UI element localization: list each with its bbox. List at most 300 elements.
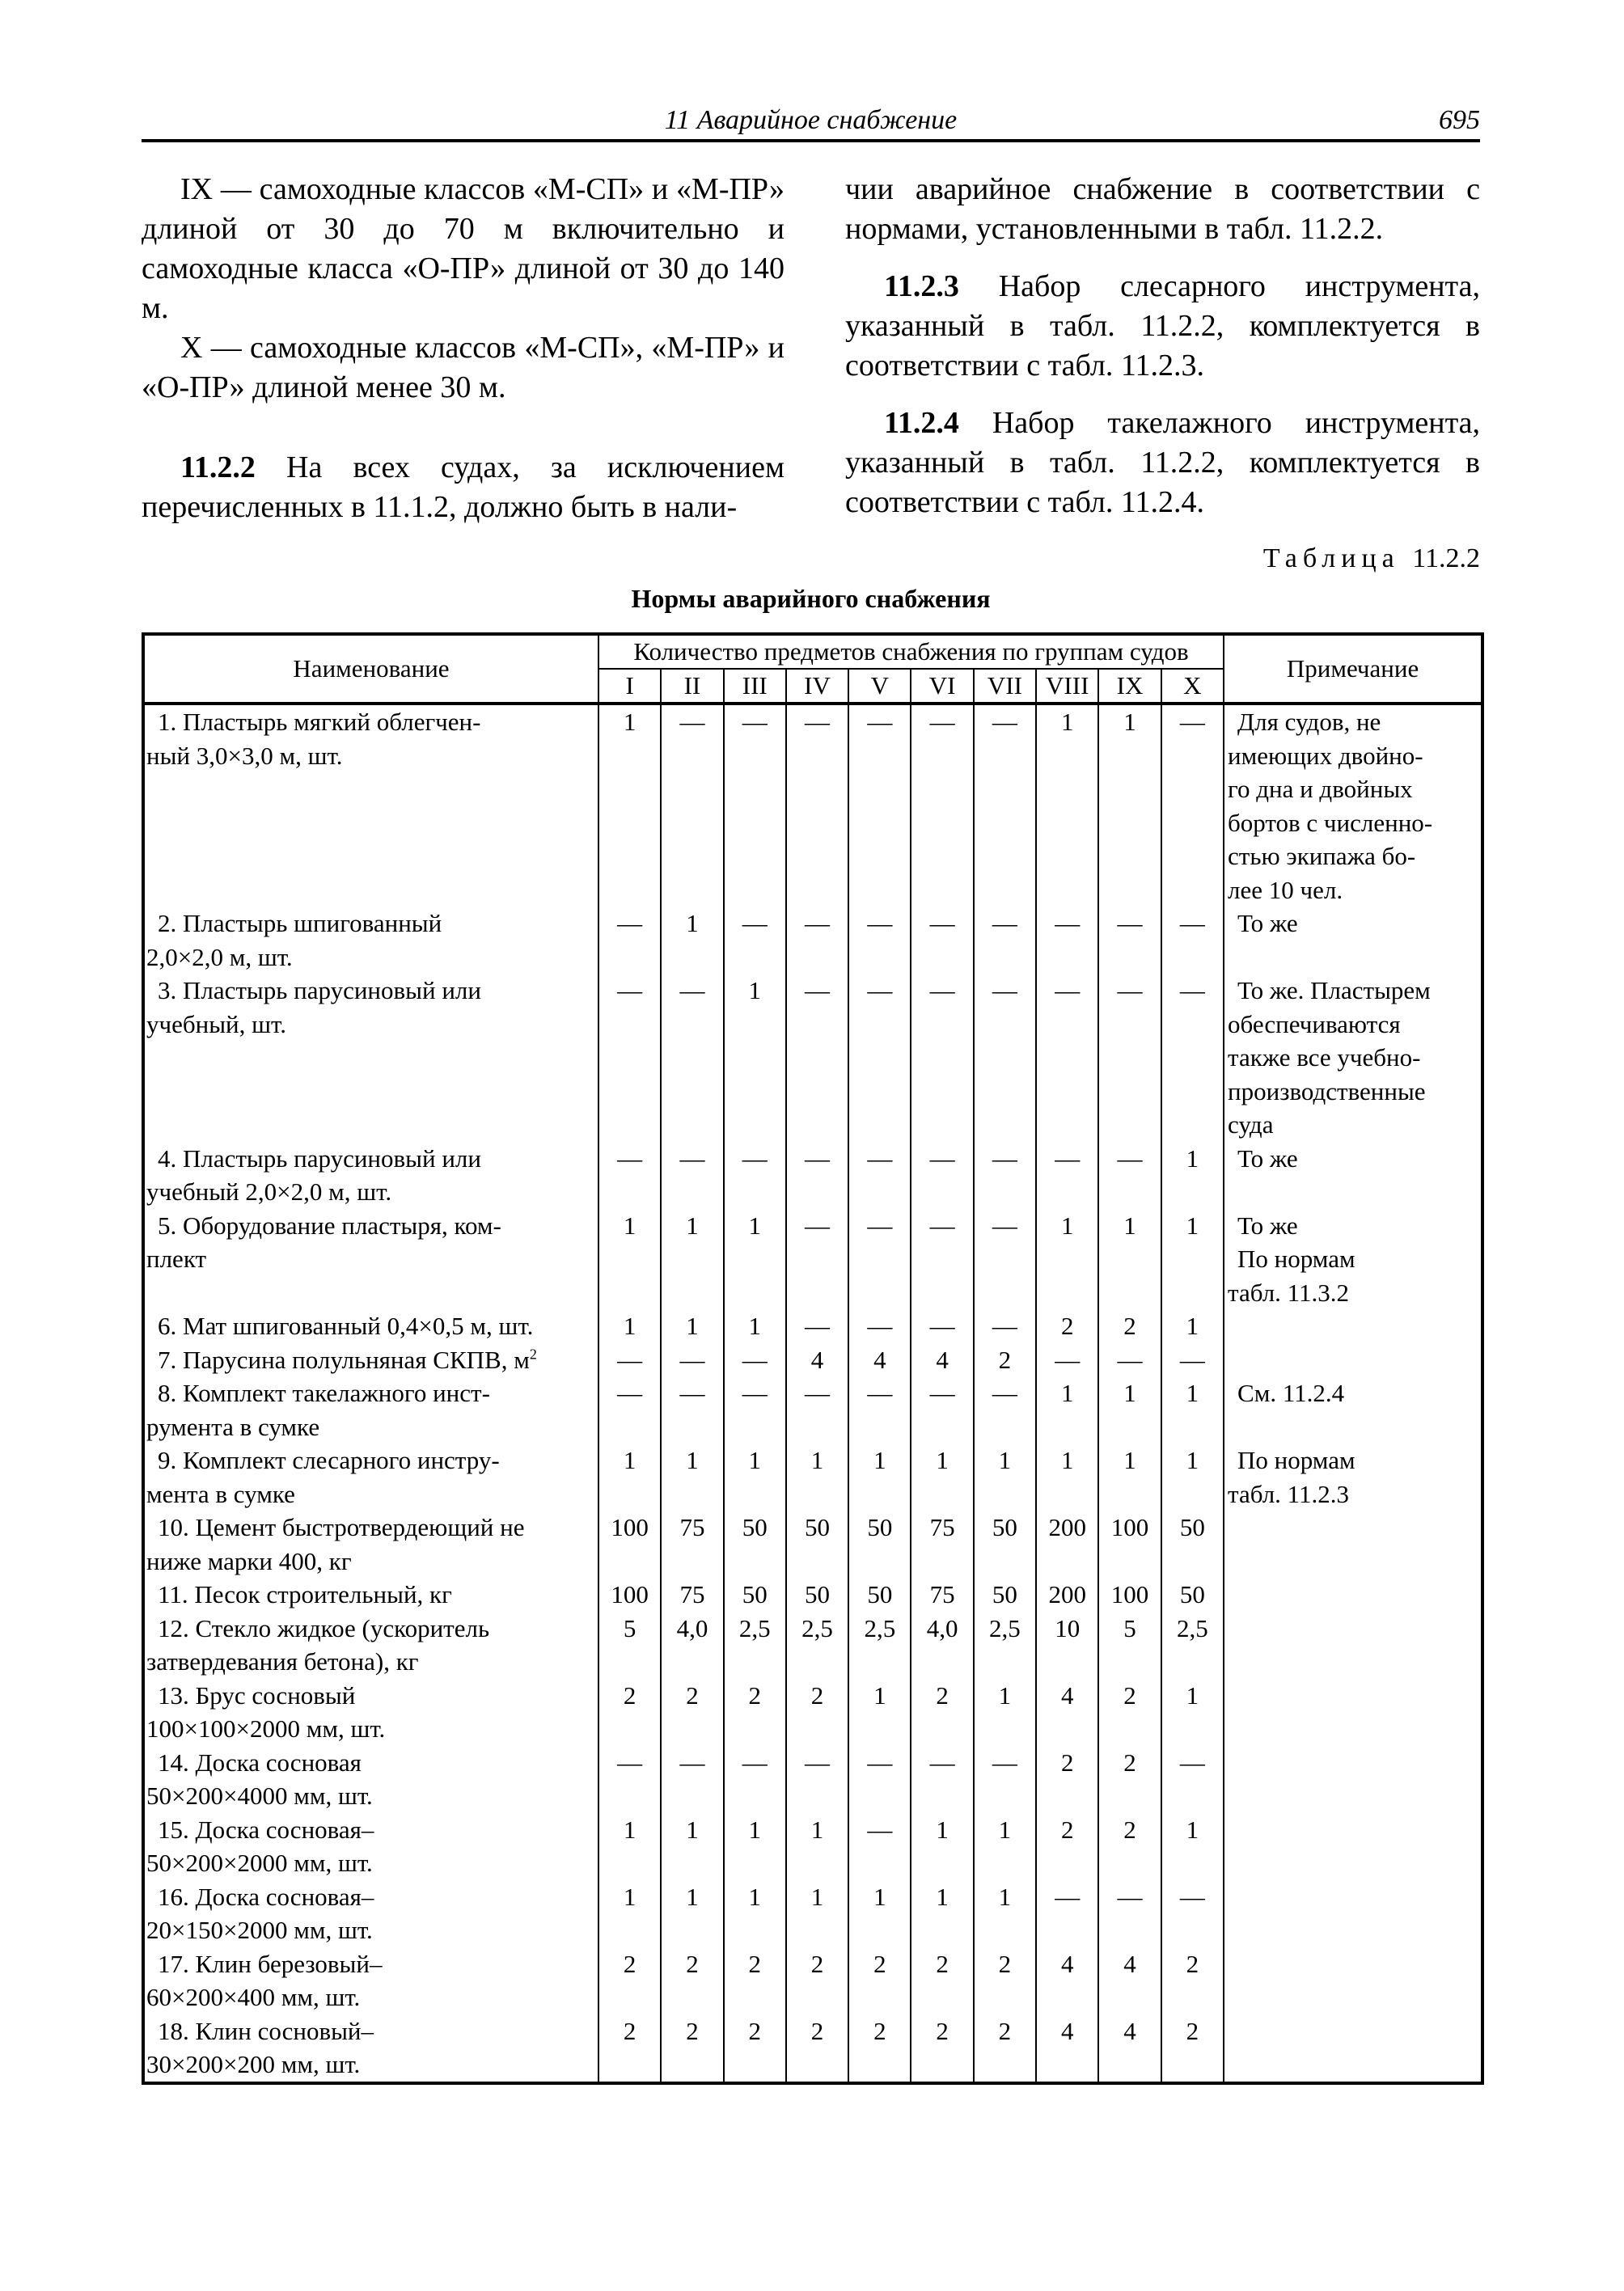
quantity-cell-i: 2 bbox=[598, 1947, 661, 2014]
quantity-cell-x: 2,5 bbox=[1161, 1612, 1224, 1679]
quantity-cell-i: 100 bbox=[598, 1511, 661, 1578]
quantity-cell-v: — bbox=[848, 1309, 911, 1343]
quantity-cell-ii: 2 bbox=[661, 2014, 723, 2083]
quantity-cell-ii: — bbox=[661, 1142, 723, 1209]
item-note-line: См. 11.2.4 bbox=[1237, 1379, 1345, 1407]
quantity-cell-vi: — bbox=[911, 1142, 973, 1209]
table-label-number: 11.2.2 bbox=[1412, 543, 1480, 573]
quantity-cell-vi: 2 bbox=[911, 1947, 973, 2014]
quantity-cell-iii: 1 bbox=[724, 1209, 786, 1310]
item-note-line: табл. 11.3.2 bbox=[1228, 1278, 1350, 1307]
quantity-cell-v: — bbox=[848, 907, 911, 974]
item-note-line: По нормам bbox=[1237, 1446, 1355, 1474]
table-row bbox=[143, 1309, 1482, 1343]
table-row bbox=[143, 974, 1482, 1142]
quantity-cell-ix: — bbox=[1098, 1142, 1161, 1209]
quantity-cell-i: — bbox=[598, 1376, 661, 1443]
quantity-cell-vi: — bbox=[911, 1376, 973, 1443]
unit-superscript: 2 bbox=[529, 1346, 537, 1363]
item-note bbox=[1224, 1746, 1482, 1813]
item-note bbox=[1224, 1142, 1482, 1209]
quantity-cell-ix: 5 bbox=[1098, 1612, 1161, 1679]
item-name bbox=[143, 1142, 598, 1209]
quantity-cell-ix: 1 bbox=[1098, 1443, 1161, 1511]
quantity-cell-ix: 2 bbox=[1098, 1679, 1161, 1746]
item-name bbox=[143, 1679, 598, 1746]
item-name-line: румента в сумке bbox=[146, 1412, 320, 1441]
item-name-line: 9. Комплект слесарного инстру- bbox=[158, 1446, 500, 1474]
item-name-line: 16. Доска сосновая– bbox=[158, 1882, 374, 1911]
item-name-line: 10. Цемент быстротвердеющий не bbox=[158, 1513, 525, 1541]
header-group-v: V bbox=[848, 669, 911, 704]
quantity-cell-iv: — bbox=[786, 974, 848, 1142]
item-note-line: суда bbox=[1228, 1110, 1274, 1139]
quantity-cell-i: 1 bbox=[598, 1309, 661, 1343]
quantity-cell-ix: — bbox=[1098, 907, 1161, 974]
table-row bbox=[143, 1813, 1482, 1880]
item-note bbox=[1224, 1343, 1482, 1377]
quantity-cell-ii: 1 bbox=[661, 907, 723, 974]
item-note bbox=[1224, 1376, 1482, 1443]
table-row bbox=[143, 1880, 1482, 1947]
header-group-iii: III bbox=[724, 669, 786, 704]
quantity-cell-vi: 75 bbox=[911, 1511, 973, 1578]
item-name-line: 3. Пластырь парусиновый или bbox=[158, 976, 481, 1004]
quantity-cell-ii: 4,0 bbox=[661, 1612, 723, 1679]
item-name-line: 50×200×2000 мм, шт. bbox=[146, 1849, 373, 1877]
item-name-line: 1. Пластырь мягкий облегчен- bbox=[158, 708, 481, 736]
table-row bbox=[143, 1376, 1482, 1443]
quantity-cell-ii: — bbox=[661, 704, 723, 907]
item-note bbox=[1224, 1511, 1482, 1578]
item-name-line: 2,0×2,0 м, шт. bbox=[146, 942, 293, 971]
section-number: 11.2.3 bbox=[884, 269, 959, 303]
item-note-line: обеспечиваются bbox=[1228, 1009, 1401, 1038]
quantity-cell-iii: 2 bbox=[724, 1947, 786, 2014]
header-group-vi: VI bbox=[911, 669, 973, 704]
item-name-line: 15. Доска сосновая– bbox=[158, 1815, 374, 1844]
quantity-cell-x: — bbox=[1161, 907, 1224, 974]
table-row bbox=[143, 1209, 1482, 1310]
quantity-cell-ii: 1 bbox=[661, 1813, 723, 1880]
quantity-cell-vii: 50 bbox=[974, 1511, 1036, 1578]
quantity-cell-ix: 100 bbox=[1098, 1578, 1161, 1612]
item-note-line: То же bbox=[1237, 1211, 1298, 1240]
quantity-cell-x: 2 bbox=[1161, 1947, 1224, 2014]
quantity-cell-ii: 2 bbox=[661, 1679, 723, 1746]
item-name-line: 12. Стекло жидкое (ускоритель bbox=[158, 1613, 490, 1642]
quantity-cell-i: 1 bbox=[598, 1443, 661, 1511]
quantity-cell-v: — bbox=[848, 1376, 911, 1443]
quantity-cell-vii: 1 bbox=[974, 1813, 1036, 1880]
quantity-cell-iv: 1 bbox=[786, 1880, 848, 1947]
quantity-cell-vii: — bbox=[974, 1209, 1036, 1310]
item-name bbox=[143, 1511, 598, 1578]
quantity-cell-vi: 4,0 bbox=[911, 1612, 973, 1679]
item-note bbox=[1224, 704, 1482, 907]
page-number: 695 bbox=[1439, 105, 1480, 135]
table-row bbox=[143, 1578, 1482, 1612]
quantity-cell-vi: 75 bbox=[911, 1578, 973, 1612]
section-number: 11.2.4 bbox=[884, 406, 959, 440]
quantity-cell-x: 1 bbox=[1161, 1376, 1224, 1443]
quantity-cell-i: 1 bbox=[598, 1880, 661, 1947]
quantity-cell-vi: — bbox=[911, 907, 973, 974]
header-group-iv: IV bbox=[786, 669, 848, 704]
quantity-cell-i: 2 bbox=[598, 2014, 661, 2083]
item-name bbox=[143, 1947, 598, 2014]
quantity-cell-iv: 2,5 bbox=[786, 1612, 848, 1679]
item-note-line: табл. 11.2.3 bbox=[1228, 1479, 1350, 1508]
item-name-line: 6. Мат шпигованный 0,4×0,5 м, шт. bbox=[158, 1312, 534, 1340]
quantity-cell-v: — bbox=[848, 974, 911, 1142]
quantity-cell-viii: 200 bbox=[1036, 1511, 1098, 1578]
quantity-cell-iv: 4 bbox=[786, 1343, 848, 1377]
quantity-cell-vii: — bbox=[974, 1746, 1036, 1813]
quantity-cell-iv: — bbox=[786, 1746, 848, 1813]
quantity-cell-iv: 2 bbox=[786, 2014, 848, 2083]
quantity-cell-vii: 2 bbox=[974, 2014, 1036, 2083]
quantity-cell-i: 100 bbox=[598, 1578, 661, 1612]
quantity-cell-ix: 2 bbox=[1098, 1813, 1161, 1880]
item-note-line: бортов с численно- bbox=[1228, 808, 1433, 837]
quantity-cell-v: 2,5 bbox=[848, 1612, 911, 1679]
header-quantity-group: Количество предметов снабжения по группам судов bbox=[598, 634, 1224, 669]
table-label bbox=[1263, 543, 1480, 574]
quantity-cell-iii: 2,5 bbox=[724, 1612, 786, 1679]
quantity-cell-i: — bbox=[598, 974, 661, 1142]
item-name-line: затвердевания бетона), кг bbox=[146, 1647, 419, 1676]
quantity-cell-iv: 1 bbox=[786, 1443, 848, 1511]
table-row bbox=[143, 1612, 1482, 1679]
header-name: Наименование bbox=[143, 634, 598, 704]
quantity-cell-x: 1 bbox=[1161, 1309, 1224, 1343]
quantity-cell-vii: 1 bbox=[974, 1880, 1036, 1947]
item-name-line: 2. Пластырь шпигованный bbox=[158, 909, 442, 937]
quantity-cell-iv: 50 bbox=[786, 1578, 848, 1612]
item-name-line: 11. Песок строительный, кг bbox=[158, 1580, 452, 1608]
header-group-i: I bbox=[598, 669, 661, 704]
quantity-cell-ix: 2 bbox=[1098, 1309, 1161, 1343]
quantity-cell-iii: — bbox=[724, 1343, 786, 1377]
item-name bbox=[143, 1376, 598, 1443]
item-name bbox=[143, 974, 598, 1142]
item-name bbox=[143, 1813, 598, 1880]
quantity-cell-iii: 1 bbox=[724, 1813, 786, 1880]
quantity-cell-ix: 1 bbox=[1098, 1376, 1161, 1443]
table-row bbox=[143, 1679, 1482, 1746]
quantity-cell-viii: — bbox=[1036, 1880, 1098, 1947]
item-note bbox=[1224, 1612, 1482, 1679]
chapter-title: 11 Аварийное снабжение bbox=[664, 105, 958, 135]
table-row bbox=[143, 2014, 1482, 2083]
quantity-cell-x: 2 bbox=[1161, 2014, 1224, 2083]
quantity-cell-v: — bbox=[848, 1746, 911, 1813]
quantity-cell-iii: 1 bbox=[724, 1443, 786, 1511]
quantity-cell-v: 1 bbox=[848, 1443, 911, 1511]
quantity-cell-iv: — bbox=[786, 1376, 848, 1443]
table-row bbox=[143, 907, 1482, 974]
left-text-column bbox=[142, 170, 785, 527]
quantity-cell-x: — bbox=[1161, 1880, 1224, 1947]
item-name-line: 5. Оборудование пластыря, ком- bbox=[158, 1211, 501, 1240]
quantity-cell-vi: 2 bbox=[911, 2014, 973, 2083]
header-group-viii: VIII bbox=[1036, 669, 1098, 704]
paragraph-text: На всех судах, за исключением перечисленных в 11.1.2, должно быть в нали- bbox=[142, 450, 785, 524]
quantity-cell-iv: — bbox=[786, 1209, 848, 1310]
quantity-cell-ii: — bbox=[661, 1376, 723, 1443]
item-name-line: учебный 2,0×2,0 м, шт. bbox=[146, 1177, 392, 1206]
item-name-line: плект bbox=[146, 1245, 207, 1273]
quantity-cell-x: 1 bbox=[1161, 1142, 1224, 1209]
quantity-cell-vi: 4 bbox=[911, 1343, 973, 1377]
item-note bbox=[1224, 974, 1482, 1142]
quantity-cell-viii: 4 bbox=[1036, 2014, 1098, 2083]
quantity-cell-iii: 50 bbox=[724, 1578, 786, 1612]
quantity-cell-ii: 2 bbox=[661, 1947, 723, 2014]
quantity-cell-v: 1 bbox=[848, 1880, 911, 1947]
table-row bbox=[143, 1142, 1482, 1209]
quantity-cell-vii: 2 bbox=[974, 1343, 1036, 1377]
quantity-cell-vii: 2,5 bbox=[974, 1612, 1036, 1679]
quantity-cell-iv: — bbox=[786, 704, 848, 907]
table-row bbox=[143, 704, 1482, 907]
quantity-cell-vii: 1 bbox=[974, 1443, 1036, 1511]
item-note bbox=[1224, 1443, 1482, 1511]
item-note bbox=[1224, 1813, 1482, 1880]
quantity-cell-vi: — bbox=[911, 974, 973, 1142]
item-note-line: стью экипажа бо- bbox=[1228, 842, 1416, 870]
item-note bbox=[1224, 1578, 1482, 1612]
item-name bbox=[143, 2014, 598, 2083]
item-name bbox=[143, 1578, 598, 1612]
table-row bbox=[143, 1443, 1482, 1511]
quantity-cell-ix: 4 bbox=[1098, 1947, 1161, 2014]
item-name-line: 13. Брус сосновый bbox=[158, 1680, 356, 1710]
quantity-cell-ix: 1 bbox=[1098, 1209, 1161, 1310]
item-name-line: 7. Парусина полульняная СКПВ, м bbox=[158, 1345, 530, 1374]
quantity-cell-x: — bbox=[1161, 704, 1224, 907]
quantity-cell-ii: — bbox=[661, 1343, 723, 1377]
quantity-cell-ix: 4 bbox=[1098, 2014, 1161, 2083]
quantity-cell-i: — bbox=[598, 907, 661, 974]
quantity-cell-ii: 1 bbox=[661, 1209, 723, 1310]
quantity-cell-x: 1 bbox=[1161, 1813, 1224, 1880]
quantity-cell-x: 50 bbox=[1161, 1511, 1224, 1578]
item-name bbox=[143, 1209, 598, 1310]
quantity-cell-x: — bbox=[1161, 974, 1224, 1142]
quantity-cell-viii: — bbox=[1036, 1343, 1098, 1377]
quantity-cell-viii: 1 bbox=[1036, 1443, 1098, 1511]
item-note-line: также все учебно- bbox=[1228, 1043, 1421, 1072]
quantity-cell-ix: — bbox=[1098, 1343, 1161, 1377]
quantity-cell-vii: — bbox=[974, 1309, 1036, 1343]
quantity-cell-iii: 50 bbox=[724, 1511, 786, 1578]
paragraph-11-2-3 bbox=[845, 267, 1480, 386]
quantity-cell-vi: 1 bbox=[911, 1443, 973, 1511]
quantity-cell-v: 2 bbox=[848, 2014, 911, 2083]
quantity-cell-viii: — bbox=[1036, 974, 1098, 1142]
quantity-cell-iv: — bbox=[786, 1142, 848, 1209]
item-name-line: 100×100×2000 мм, шт. bbox=[146, 1714, 386, 1743]
quantity-cell-iii: — bbox=[724, 1376, 786, 1443]
quantity-cell-vii: — bbox=[974, 974, 1036, 1142]
quantity-cell-viii: 2 bbox=[1036, 1746, 1098, 1813]
item-note-line: имеющих двойно- bbox=[1228, 741, 1423, 770]
item-name-line: 30×200×200 мм, шт. bbox=[146, 2050, 361, 2078]
quantity-cell-vii: — bbox=[974, 704, 1036, 907]
item-name bbox=[143, 1309, 598, 1343]
item-note-line: Для судов, не bbox=[1237, 708, 1381, 736]
item-name-line: мента в сумке bbox=[146, 1479, 295, 1508]
paragraph-group-x: X — самоходные классов «М-СП», «М-ПР» и «О-ПР» длиной менее 30 м. bbox=[142, 331, 785, 404]
item-name-line: учебный, шт. bbox=[146, 1009, 286, 1038]
quantity-cell-viii: 200 bbox=[1036, 1578, 1098, 1612]
quantity-cell-iii: 1 bbox=[724, 974, 786, 1142]
quantity-cell-viii: 4 bbox=[1036, 1947, 1098, 2014]
item-name-line: 4. Пластырь парусиновый или bbox=[158, 1143, 481, 1173]
quantity-cell-iv: — bbox=[786, 907, 848, 974]
right-text-column bbox=[845, 170, 1480, 522]
header-group-x: X bbox=[1161, 669, 1224, 704]
quantity-cell-viii: 10 bbox=[1036, 1612, 1098, 1679]
item-name bbox=[143, 704, 598, 907]
item-name-line: 8. Комплект такелажного инст- bbox=[158, 1379, 490, 1407]
paragraph-11-2-2 bbox=[142, 448, 785, 527]
quantity-cell-x: 1 bbox=[1161, 1679, 1224, 1746]
quantity-cell-x: 50 bbox=[1161, 1578, 1224, 1612]
quantity-cell-x: 1 bbox=[1161, 1209, 1224, 1310]
item-name bbox=[143, 1746, 598, 1813]
quantity-cell-vi: 2 bbox=[911, 1679, 973, 1746]
paragraph-continuation: чии аварийное снабжение в соответствии с нормами, установленными в табл. 11.2.2. bbox=[845, 172, 1480, 246]
quantity-cell-viii: 2 bbox=[1036, 1813, 1098, 1880]
quantity-cell-ix: — bbox=[1098, 974, 1161, 1142]
item-name-line: 17. Клин березовый– bbox=[158, 1949, 383, 1978]
quantity-cell-iii: 2 bbox=[724, 1679, 786, 1746]
quantity-cell-ii: 1 bbox=[661, 1309, 723, 1343]
quantity-cell-i: — bbox=[598, 1142, 661, 1209]
quantity-cell-v: 50 bbox=[848, 1578, 911, 1612]
item-note bbox=[1224, 1880, 1482, 1947]
quantity-cell-viii: 2 bbox=[1036, 1309, 1098, 1343]
item-name bbox=[143, 907, 598, 974]
paragraph-text: Набор слесарного инструмента, указанный в табл. 11.2.2, комплектуется в соответствии с табл. 11.2.3. bbox=[845, 269, 1480, 383]
quantity-cell-v: — bbox=[848, 1209, 911, 1310]
quantity-cell-i: — bbox=[598, 1343, 661, 1377]
item-name bbox=[143, 1612, 598, 1679]
norms-table bbox=[142, 632, 1484, 2085]
quantity-cell-vii: — bbox=[974, 907, 1036, 974]
quantity-cell-vi: 1 bbox=[911, 1880, 973, 1947]
quantity-cell-vii: 1 bbox=[974, 1679, 1036, 1746]
item-note bbox=[1224, 1209, 1482, 1310]
header-group-vii: VII bbox=[974, 669, 1036, 704]
header-group-ix: IX bbox=[1098, 669, 1161, 704]
table-row bbox=[143, 1947, 1482, 2014]
table-title: Нормы аварийного снабжения bbox=[631, 584, 991, 613]
quantity-cell-vi: 1 bbox=[911, 1813, 973, 1880]
quantity-cell-x: — bbox=[1161, 1746, 1224, 1813]
quantity-cell-vi: — bbox=[911, 1746, 973, 1813]
item-name-line: 50×200×4000 мм, шт. bbox=[146, 1782, 373, 1810]
quantity-cell-ix: 1 bbox=[1098, 704, 1161, 907]
quantity-cell-iv: 1 bbox=[786, 1813, 848, 1880]
item-name-line: ный 3,0×3,0 м, шт. bbox=[146, 741, 343, 770]
quantity-cell-v: — bbox=[848, 1813, 911, 1880]
section-number: 11.2.2 bbox=[180, 450, 256, 484]
quantity-cell-vi: — bbox=[911, 1309, 973, 1343]
item-name bbox=[143, 1443, 598, 1511]
quantity-cell-iii: — bbox=[724, 704, 786, 907]
quantity-cell-x: 1 bbox=[1161, 1443, 1224, 1511]
header-note: Примечание bbox=[1224, 634, 1482, 704]
quantity-cell-i: 1 bbox=[598, 704, 661, 907]
item-note bbox=[1224, 1679, 1482, 1746]
quantity-cell-viii: — bbox=[1036, 1142, 1098, 1209]
quantity-cell-ii: 75 bbox=[661, 1511, 723, 1578]
quantity-cell-x: — bbox=[1161, 1343, 1224, 1377]
item-note bbox=[1224, 2014, 1482, 2083]
item-name-line: 18. Клин сосновый– bbox=[158, 2016, 374, 2045]
item-note-line: То же. Пластырем bbox=[1237, 976, 1431, 1004]
item-note-line: То же bbox=[1237, 909, 1298, 937]
quantity-cell-v: 1 bbox=[848, 1679, 911, 1746]
quantity-cell-vii: — bbox=[974, 1376, 1036, 1443]
quantity-cell-iii: 2 bbox=[724, 2014, 786, 2083]
quantity-cell-vii: 50 bbox=[974, 1578, 1036, 1612]
paragraph-11-2-4 bbox=[845, 404, 1480, 522]
quantity-cell-v: — bbox=[848, 704, 911, 907]
quantity-cell-v: 50 bbox=[848, 1511, 911, 1578]
quantity-cell-v: 4 bbox=[848, 1343, 911, 1377]
quantity-cell-v: — bbox=[848, 1142, 911, 1209]
item-name-line: 20×150×2000 мм, шт. bbox=[146, 1916, 373, 1944]
quantity-cell-viii: 4 bbox=[1036, 1679, 1098, 1746]
quantity-cell-v: 2 bbox=[848, 1947, 911, 2014]
quantity-cell-i: 5 bbox=[598, 1612, 661, 1679]
quantity-cell-ix: 2 bbox=[1098, 1746, 1161, 1813]
item-note bbox=[1224, 907, 1482, 974]
quantity-cell-ii: 1 bbox=[661, 1880, 723, 1947]
item-name bbox=[143, 1343, 598, 1377]
quantity-cell-vii: 2 bbox=[974, 1947, 1036, 2014]
quantity-cell-ii: — bbox=[661, 1746, 723, 1813]
quantity-cell-ii: 75 bbox=[661, 1578, 723, 1612]
quantity-cell-iv: 50 bbox=[786, 1511, 848, 1578]
item-note-line: лее 10 чел. bbox=[1228, 875, 1343, 904]
quantity-cell-iii: — bbox=[724, 1142, 786, 1209]
quantity-cell-viii: 1 bbox=[1036, 704, 1098, 907]
table-row bbox=[143, 1343, 1482, 1377]
quantity-cell-viii: — bbox=[1036, 907, 1098, 974]
quantity-cell-vi: — bbox=[911, 704, 973, 907]
table-row bbox=[143, 1511, 1482, 1578]
item-note bbox=[1224, 1309, 1482, 1343]
quantity-cell-i: 1 bbox=[598, 1209, 661, 1310]
quantity-cell-viii: 1 bbox=[1036, 1209, 1098, 1310]
quantity-cell-ix: 100 bbox=[1098, 1511, 1161, 1578]
quantity-cell-iii: 1 bbox=[724, 1309, 786, 1343]
quantity-cell-iii: 1 bbox=[724, 1880, 786, 1947]
item-name-line: ниже марки 400, кг bbox=[146, 1546, 352, 1575]
quantity-cell-i: 1 bbox=[598, 1813, 661, 1880]
item-name-line: 14. Доска сосновая bbox=[158, 1748, 362, 1777]
item-note-line: го дна и двойных bbox=[1228, 775, 1413, 803]
running-head bbox=[142, 104, 1480, 142]
quantity-cell-iv: — bbox=[786, 1309, 848, 1343]
table-label-word: Таблица bbox=[1262, 543, 1400, 573]
